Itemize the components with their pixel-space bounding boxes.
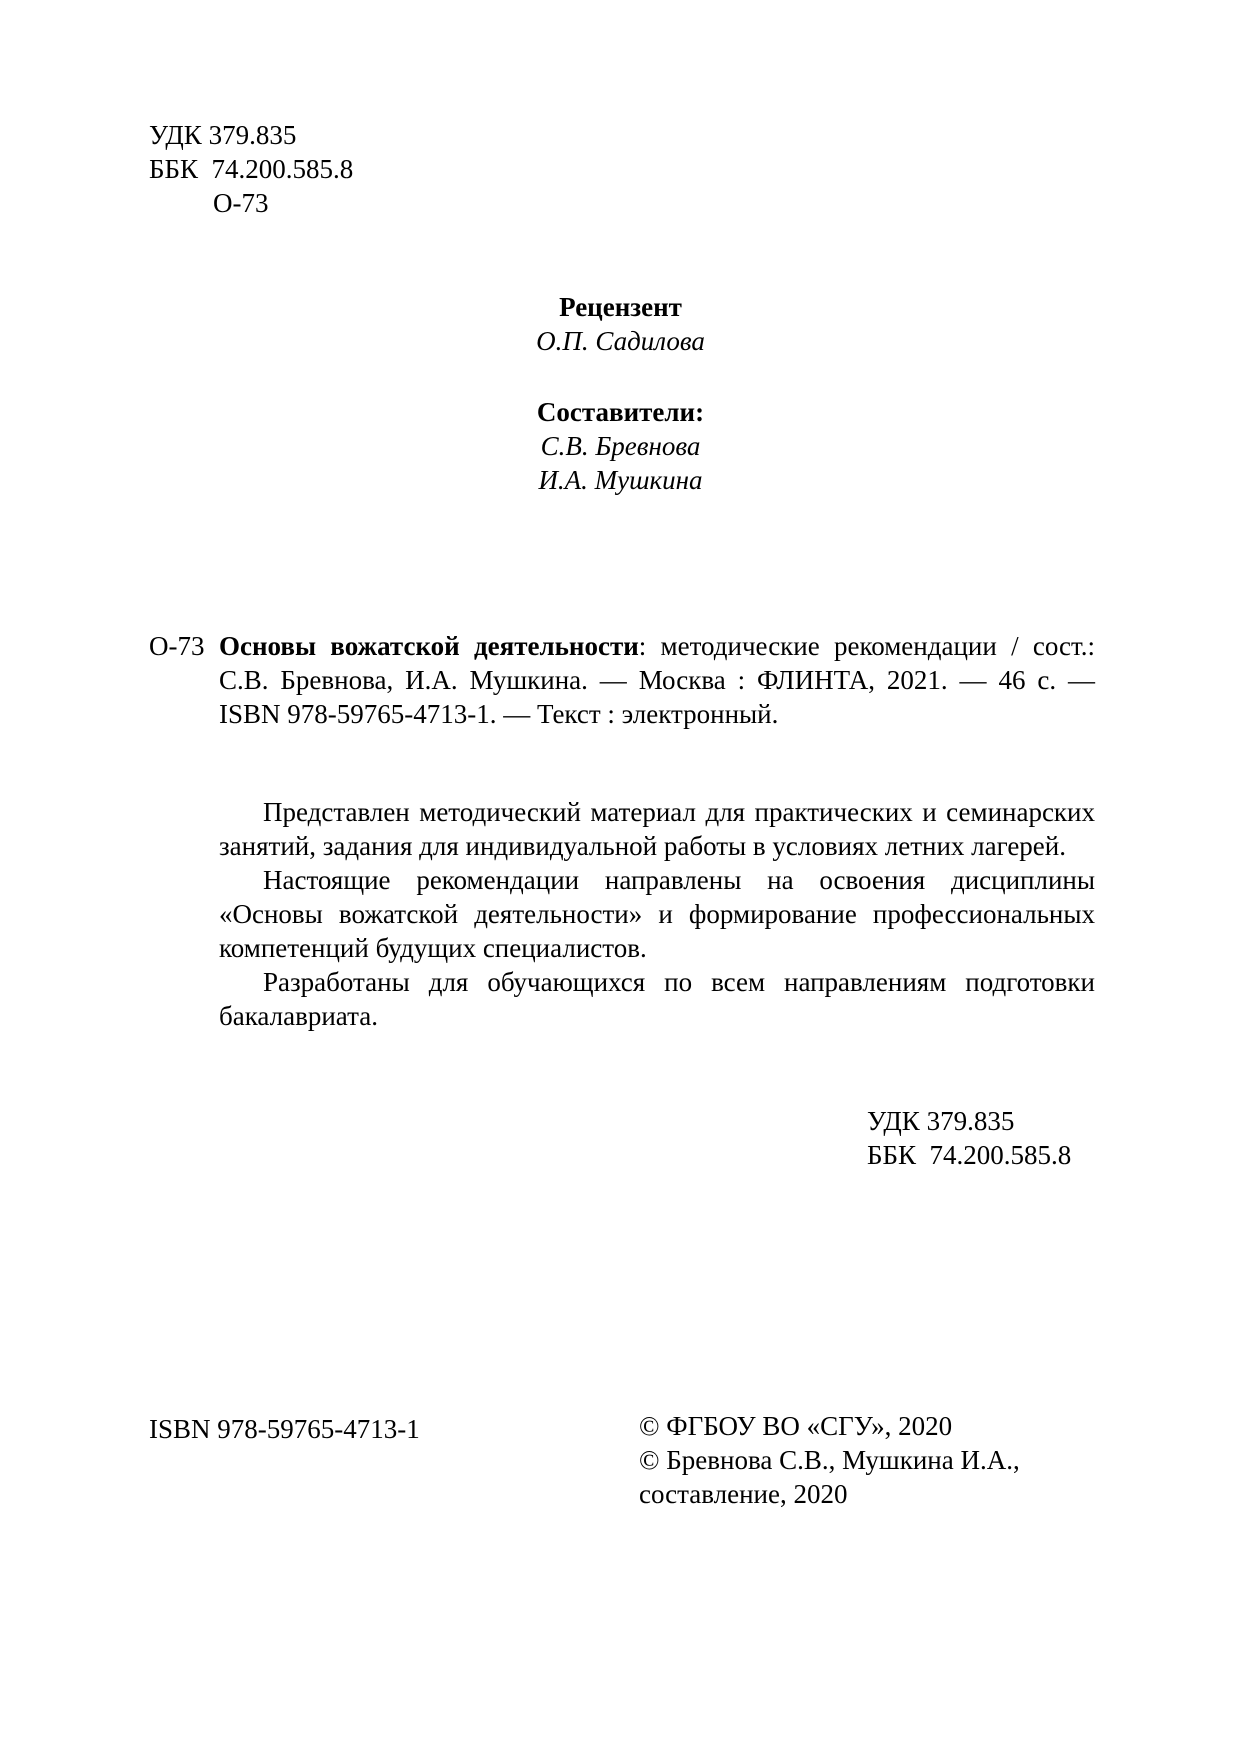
copyright-line: © Бревнова С.В., Мушкина И.А., xyxy=(639,1445,1020,1475)
classification-codes-bottom xyxy=(867,1104,1071,1172)
annotation-paragraph: Настоящие рекомендации направлены на освоения дисциплины «Основы вожатской деятельности» и формирование профессиональных компетенций будущих специалистов. xyxy=(219,865,1095,963)
annotation-paragraph: Представлен методический материал для практических и семинарских занятий, задания для индивидуальной работы в условиях летних лагерей. xyxy=(219,797,1095,861)
biblio-author-sign: О-73 xyxy=(149,631,205,661)
compiler-name: И.А. Мушкина xyxy=(538,465,703,495)
compilers-heading: Составители: xyxy=(536,397,705,427)
compiler-name: С.В. Бревнова xyxy=(540,431,701,461)
isbn: ISBN 978-59765-4713-1 xyxy=(149,1414,420,1444)
reviewer-name: О.П. Садилова xyxy=(536,326,705,356)
reviewer-heading: Рецензент xyxy=(559,292,682,322)
reviewer-block xyxy=(0,290,1241,358)
bbk-code: ББК 74.200.585.8 xyxy=(149,154,354,184)
book-title: Основы вожатской деятельности xyxy=(219,631,639,661)
bbk-code: ББК 74.200.585.8 xyxy=(867,1140,1072,1170)
udk-code: УДК 379.835 xyxy=(149,120,297,150)
copyright-line: © ФГБОУ ВО «СГУ», 2020 xyxy=(639,1411,953,1441)
author-sign: О-73 xyxy=(213,188,269,218)
annotation xyxy=(219,795,1095,1033)
classification-codes-top xyxy=(149,118,353,220)
udk-code: УДК 379.835 xyxy=(867,1106,1015,1136)
copyright-line: составление, 2020 xyxy=(639,1479,848,1509)
compilers-block xyxy=(0,395,1241,497)
copyright-block xyxy=(639,1409,1020,1511)
annotation-paragraph: Разработаны для обучающихся по всем направлениям подготовки бакалавриата. xyxy=(219,967,1095,1031)
bibliographic-record xyxy=(219,629,1095,731)
book-description: : методические рекомендации / сост.: С.В. Бревнова, И.А. Мушкина. — Москва : ФЛИНТА, 2021. — 46 с. — ISBN 978-59765-4713-1. — Текст : электронный. xyxy=(219,631,1095,729)
